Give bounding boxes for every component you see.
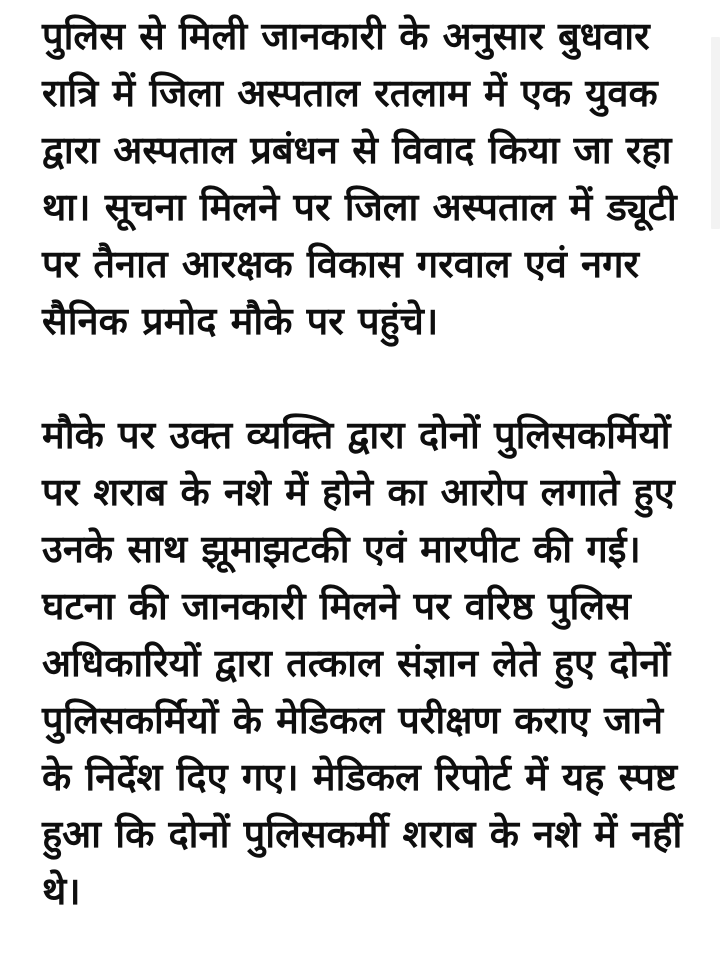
vertical-scrollbar-thumb[interactable] (711, 37, 720, 229)
article-paragraph-2: मौके पर उक्त व्यक्ति द्वारा दोनों पुलिसकर्मियों पर शराब के नशे में होने का आरोप लगाते हुए उनके साथ झूमाझटकी एवं मारपीट की गई।घटना की जानकारी मिलने पर वरिष्ठ पुलिस अधिकारियों द्वारा तत्काल संज्ञान लेते हुए दोनों पुलिसकर्मियों के मेडिकल परीक्षण कराए जाने के निर्देश दिए गए। मेडिकल रिपोर्ट में यह स्पष्ट हुआ कि दोनों पुलिसकर्मी शराब के नशे में नहीं थे। (42, 413, 683, 913)
article-text (42, 8, 684, 977)
article-paragraph-1: पुलिस से मिली जानकारी के अनुसार बुधवार रात्रि में जिला अस्पताल रतलाम में एक युवक द्वारा अस्पताल प्रबंधन से विवाद किया जा रहा था। सूचना मिलने पर जिला अस्पताल में ड्यूटी पर तैनात आरक्षक विकास गरवाल एवं नगर सैनिक प्रमोद मौके पर पहुंचे। (42, 14, 677, 343)
